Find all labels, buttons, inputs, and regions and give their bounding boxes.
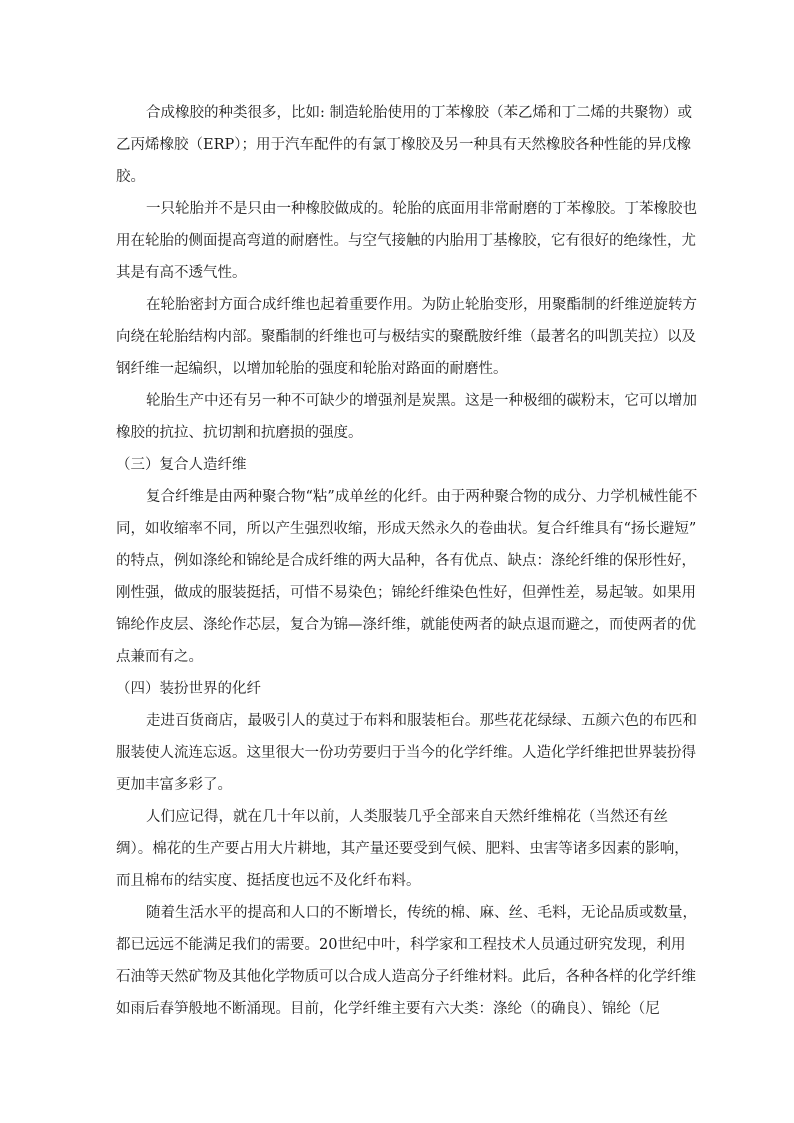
- heading-text: （三）复合人造纤维: [116, 457, 247, 473]
- paragraph-line: 乙丙烯橡胶（ERP）；用于汽车配件的有氯丁橡胶及另一种具有天然橡胶各种性能的异戊橡: [116, 137, 692, 153]
- paragraph-line: 点兼而有之。: [116, 649, 203, 665]
- paragraph-line: 走进百货商店，最吸引人的莫过于布料和服装柜台。那些花花绿绿、五颜六色的布匹和: [146, 713, 697, 729]
- paragraph-line: 橡胶的抗拉、抗切割和抗磨损的强度。: [116, 425, 363, 441]
- paragraph: [116, 801, 689, 897]
- section-heading: [116, 673, 678, 705]
- paragraph-line: 人们应记得，就在几十年以前，人类服装几乎全部来自天然纤维棉花（当然还有丝: [146, 809, 668, 825]
- paragraph-line: 如雨后春笋般地不断涌现。目前，化学纤维主要有六大类：涤纶（的确良）、锦纶（尼: [116, 1001, 660, 1017]
- paragraph-line: 随着生活水平的提高和人口的不断增长，传统的棉、麻、丝、毛料，无论品质或数量，: [146, 905, 697, 921]
- paragraph-line: 石油等天然矿物及其他化学物质可以合成人造高分子纤维材料。此后，各种各样的化学纤维: [116, 969, 696, 985]
- paragraph-line: 锦纶作皮层、涤纶作芯层，复合为锦—涤纤维，就能使两者的缺点退而避之，而使两者的优: [116, 617, 696, 633]
- paragraph-line: 向绕在轮胎结构内部。聚酯制的纤维也可与极结实的聚酰胺纤维（最著名的叫凯芙拉）以及: [116, 329, 696, 345]
- paragraph-line: 的特点，例如涤纶和锦纶是合成纤维的两大品种，各有优点、缺点：涤纶纤维的保形性好，: [116, 553, 696, 569]
- paragraph-line: 其是有高不透气性。: [116, 265, 247, 281]
- paragraph-line: 刚性强，做成的服装挺括，可惜不易染色；锦纶纤维染色性好，但弹性差，易起皱。如果用: [116, 585, 696, 601]
- paragraph: [116, 289, 697, 385]
- paragraph-line: 合成橡胶的种类很多，比如: 制造轮胎使用的丁苯橡胶（苯乙烯和丁二烯的共聚物）或: [146, 105, 692, 121]
- paragraph-line: 更加丰富多彩了。: [116, 777, 232, 793]
- paragraph-line: 而且棉布的结实度、挺括度也远不及化纤布料。: [116, 873, 421, 889]
- paragraph-line: 用在轮胎的侧面提高弯道的耐磨性。与空气接触的内胎用丁基橡胶，它有很好的绝缘性，尤: [116, 233, 696, 249]
- paragraph: [116, 897, 697, 1025]
- paragraph: [116, 385, 697, 449]
- paragraph-line: 轮胎生产中还有另一种不可缺少的增强剂是炭黑。这是一种极细的碳粉末，它可以增加: [146, 393, 697, 409]
- paragraph-line: 服装使人流连忘返。这里很大一份功劳要归于当今的化学纤维。人造化学纤维把世界装扮得: [116, 745, 696, 761]
- paragraph-line: 都已远远不能满足我们的需要。20世纪中叶，科学家和工程技术人员通过研究发现，利用: [116, 937, 686, 953]
- document-body: [116, 97, 698, 1025]
- paragraph: [116, 705, 697, 801]
- paragraph-line: 在轮胎密封方面合成纤维也起着重要作用。为防止轮胎变形，用聚酯制的纤维逆旋转方: [146, 297, 697, 313]
- paragraph-line: 钢纤维一起编织，以增加轮胎的强度和轮胎对路面的耐磨性。: [116, 361, 508, 377]
- section-heading: [116, 449, 678, 481]
- paragraph-line: 同，如收缩率不同，所以产生强烈收缩，形成天然永久的卷曲状。复合纤维具有“扬长避短”: [116, 521, 697, 537]
- paragraph: [116, 481, 698, 673]
- heading-text: （四）装扮世界的化纤: [116, 681, 261, 697]
- paragraph: [116, 193, 697, 289]
- paragraph-line: 一只轮胎并不是只由一种橡胶做成的。轮胎的底面用非常耐磨的丁苯橡胶。丁苯橡胶也: [146, 201, 697, 217]
- paragraph: [116, 97, 692, 193]
- paragraph-line: 复合纤维是由两种聚合物“粘”成单丝的化纤。由于两种聚合物的成分、力学机械性能不: [146, 489, 698, 505]
- paragraph-line: 绸）。棉花的生产要占用大片耕地，其产量还要受到气候、肥料、虫害等诸多因素的影响，: [116, 841, 689, 857]
- paragraph-line: 胶。: [116, 169, 145, 185]
